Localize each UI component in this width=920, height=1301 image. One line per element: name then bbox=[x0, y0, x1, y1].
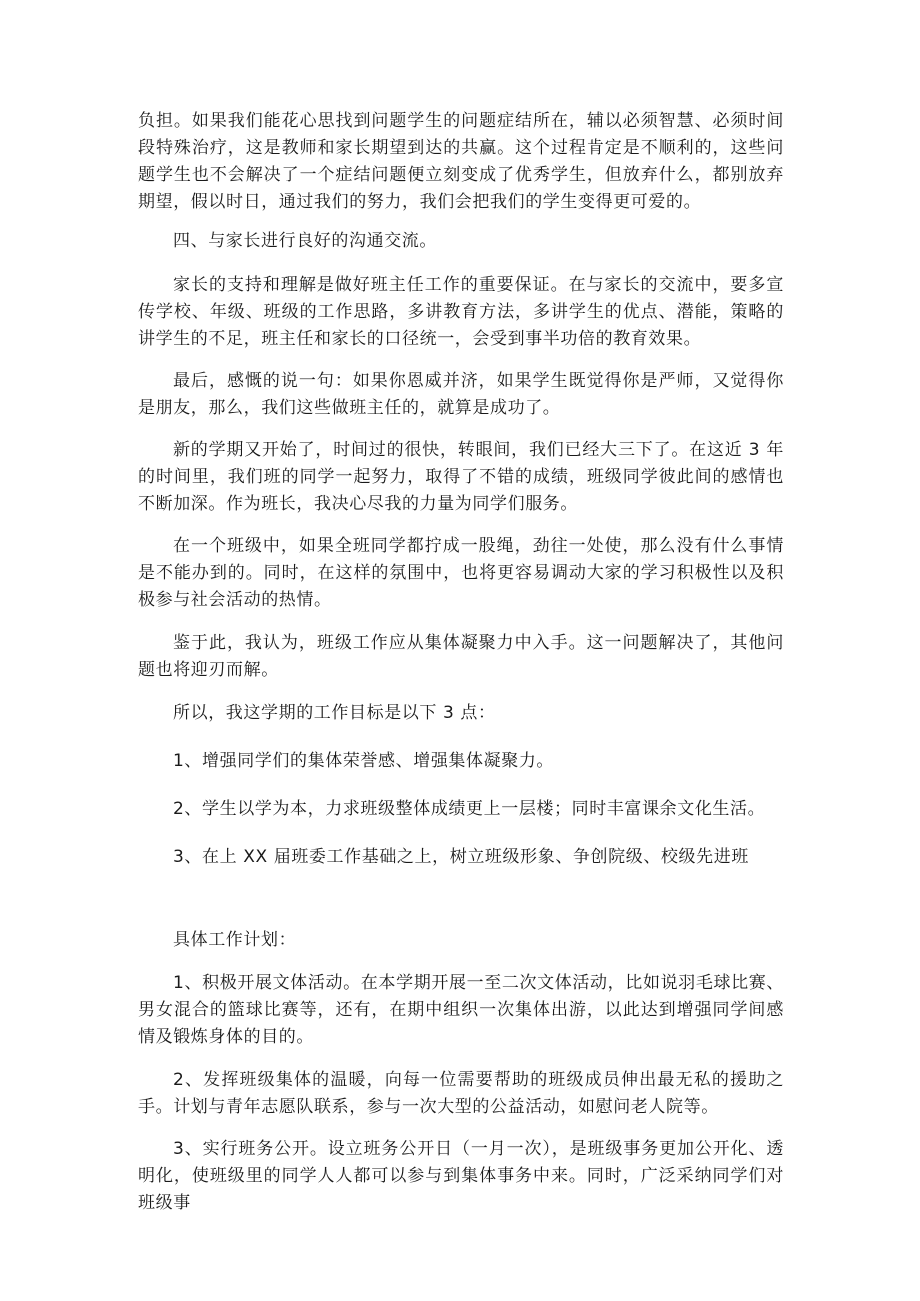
paragraph-goals-intro: 所以，我这学期的工作目标是以下 3 点： bbox=[173, 703, 496, 723]
section-heading-work-plan: 具体工作计划： bbox=[173, 930, 297, 950]
paragraph-class-unity: 在一个班级中，如果全班同学都拧成一股绳，劲往一处使，那么没有什么事情是不能办到的。同时，在这样的氛围中，也将更容易调动大家的学习积极性以及积极参与社会活动的热情。 bbox=[138, 536, 784, 610]
plan-item-3: 3、实行班务公开。设立班务公开日（一月一次），是班级事务更加公开化、透明化，使班级里的同学人人都可以参与到集体事务中来。同时，广泛采纳同学们对班级事 bbox=[138, 1139, 784, 1213]
paragraph-final-thoughts: 最后，感慨的说一句：如果你恩威并济，如果学生既觉得你是严师，又觉得你是朋友，那么，我们这些做班主任的，就算是成功了。 bbox=[138, 371, 784, 418]
paragraph-cohesion-approach: 鉴于此，我认为，班级工作应从集体凝聚力中入手。这一问题解决了，其他问题也将迎刃而解。 bbox=[138, 633, 784, 680]
paragraph-burden-conclusion: 负担。如果我们能花心思找到问题学生的问题症结所在，辅以必须智慧、必须时间段特殊治疗，这是教师和家长期望到达的共赢。这个过程肯定是不顺利的，这些问题学生也不会解决了一个症结问题便立刻变成了优秀学生，但放弃什么，都别放弃期望，假以时日，通过我们的努力，我们会把我们的学生变得更可爱的。 bbox=[138, 111, 784, 212]
plan-item-2: 2、发挥班级集体的温暖，向每一位需要帮助的班级成员伸出最无私的援助之手。计划与青年志愿队联系，参与一次大型的公益活动，如慰问老人院等。 bbox=[138, 1070, 784, 1117]
goal-item-2: 2、学生以学为本，力求班级整体成绩更上一层楼；同时丰富课余文化生活。 bbox=[173, 799, 766, 819]
goal-item-3: 3、在上 XX 届班委工作基础之上，树立班级形象、争创院级、校级先进班 bbox=[173, 847, 749, 867]
paragraph-parent-support: 家长的支持和理解是做好班主任工作的重要保证。在与家长的交流中，要多宣传学校、年级、班级的工作思路，多讲教育方法，多讲学生的优点、潜能，策略的讲学生的不足，班主任和家长的口径统一，会受到事半功倍的教育效果。 bbox=[138, 275, 784, 349]
goal-item-1: 1、增强同学们的集体荣誉感、增强集体凝聚力。 bbox=[173, 751, 555, 771]
section-heading-parent-communication: 四、与家长进行良好的沟通交流。 bbox=[173, 231, 437, 251]
paragraph-new-semester: 新的学期又开始了，时间过的很快，转眼间，我们已经大三下了。在这近 3 年的时间里，我们班的同学一起努力，取得了不错的成绩，班级同学彼此间的感情也不断加深。作为班长，我决心尽我的力量为同学们服务。 bbox=[138, 440, 784, 514]
plan-item-1: 1、积极开展文体活动。在本学期开展一至二次文体活动，比如说羽毛球比赛、男女混合的篮球比赛等，还有，在期中组织一次集体出游，以此达到增强同学间感情及锻炼身体的目的。 bbox=[138, 973, 784, 1047]
